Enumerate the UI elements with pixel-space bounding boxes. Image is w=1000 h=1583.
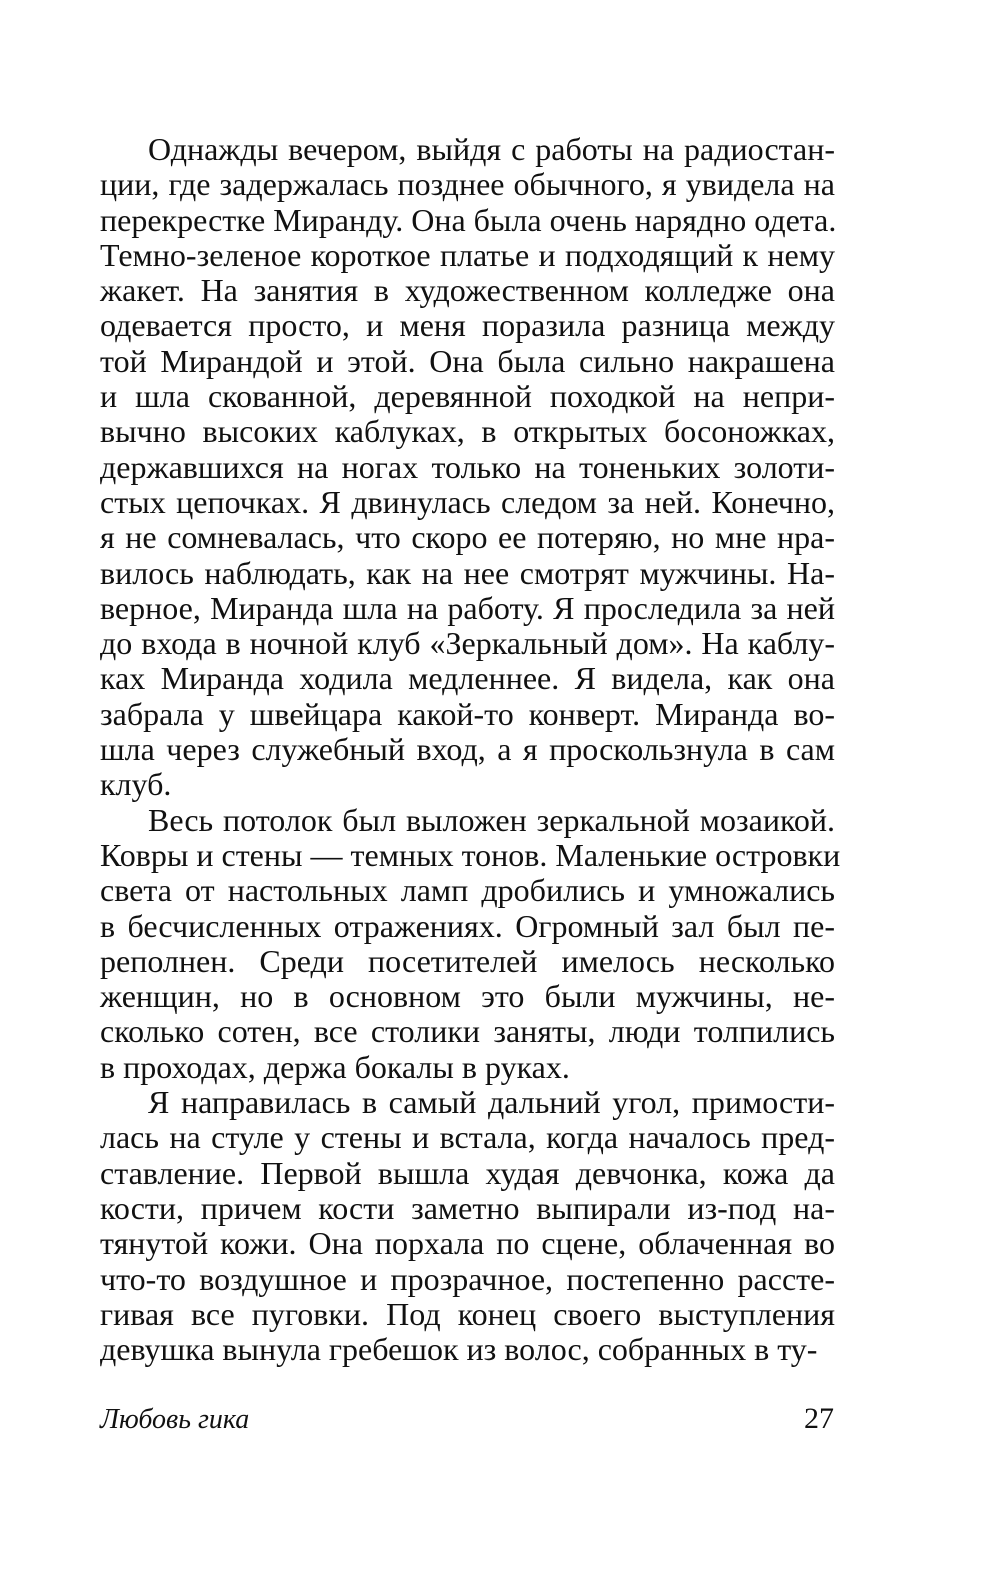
- text-line: Я направилась в самый дальний угол, примости-: [148, 1084, 835, 1121]
- text-line: ставление. Первой вышла худая девчонка, кожа да: [100, 1154, 835, 1191]
- text-line: лась на стуле у стены и встала, когда началось пред-: [100, 1119, 835, 1156]
- text-line: реполнен. Среди посетителей имелось несколько: [100, 942, 835, 979]
- text-line: клуб.: [100, 766, 172, 803]
- text-line: Темно-зеленое короткое платье и подходящий к нему: [100, 236, 835, 273]
- text-line: одевается просто, и меня поразила разница между: [100, 307, 835, 344]
- text-line: ции, где задержалась позднее обычного, я увидела на: [100, 166, 835, 203]
- text-line: Однажды вечером, выйдя с работы на радиостан-: [148, 131, 835, 167]
- text-line: Ковры и стены — темных тонов. Маленькие островки: [100, 836, 841, 873]
- text-line: в бесчисленных отражениях. Огромный зал был пе-: [100, 907, 835, 944]
- running-footer-title: Любовь гика: [100, 1404, 250, 1435]
- text-line: света от настольных ламп дробились и умножались: [100, 872, 835, 909]
- text-line: шла через служебный вход, а я проскользнула в сам: [100, 731, 835, 768]
- text-line: Весь потолок был выложен зеркальной мозаикой.: [148, 801, 835, 838]
- text-line: стых цепочках. Я двинулась следом за ней. Конечно,: [100, 483, 835, 520]
- text-line: гивая все пуговки. Под конец своего выступления: [100, 1295, 835, 1332]
- text-line: тянутой кожи. Она порхала по сцене, облаченная во: [100, 1225, 835, 1262]
- text-line: вычно высоких каблуках, в открытых босоножках,: [100, 413, 835, 450]
- text-line: верное, Миранда шла на работу. Я проследила за ней: [100, 589, 835, 626]
- text-line: я не сомневалась, что скоро ее потеряю, но мне нра-: [100, 519, 835, 556]
- text-line: державшихся на ногах только на тоненьких золоти-: [100, 448, 835, 485]
- text-line: жакет. На занятия в художественном колледже она: [100, 272, 835, 309]
- text-line: вилось наблюдать, как на нее смотрят мужчины. На-: [100, 554, 835, 591]
- page-number: 27: [804, 1402, 834, 1435]
- text-line: кости, причем кости заметно выпирали из-под на-: [100, 1189, 835, 1226]
- text-line: перекрестке Миранду. Она была очень нарядно одета.: [100, 201, 837, 238]
- body-text: [100, 131, 841, 1368]
- text-line: женщин, но в основном это были мужчины, не-: [100, 978, 835, 1015]
- text-line: и шла скованной, деревянной походкой на непри-: [100, 378, 835, 415]
- text-line: до входа в ночной клуб «Зеркальный дом». На каблу-: [100, 625, 835, 662]
- text-line: в проходах, держа бокалы в руках.: [100, 1048, 570, 1085]
- text-line: той Мирандой и этой. Она была сильно накрашена: [100, 342, 835, 379]
- text-line: забрала у швейцара какой-то конверт. Миранда во-: [100, 695, 835, 732]
- text-line: что-то воздушное и прозрачное, постепенно рассте-: [100, 1260, 835, 1297]
- text-line: ках Миранда ходила медленнее. Я видела, как она: [100, 660, 835, 697]
- text-line: девушка вынула гребешок из волос, собранных в ту-: [100, 1331, 818, 1368]
- text-line: сколько сотен, все столики заняты, люди толпились: [100, 1013, 835, 1050]
